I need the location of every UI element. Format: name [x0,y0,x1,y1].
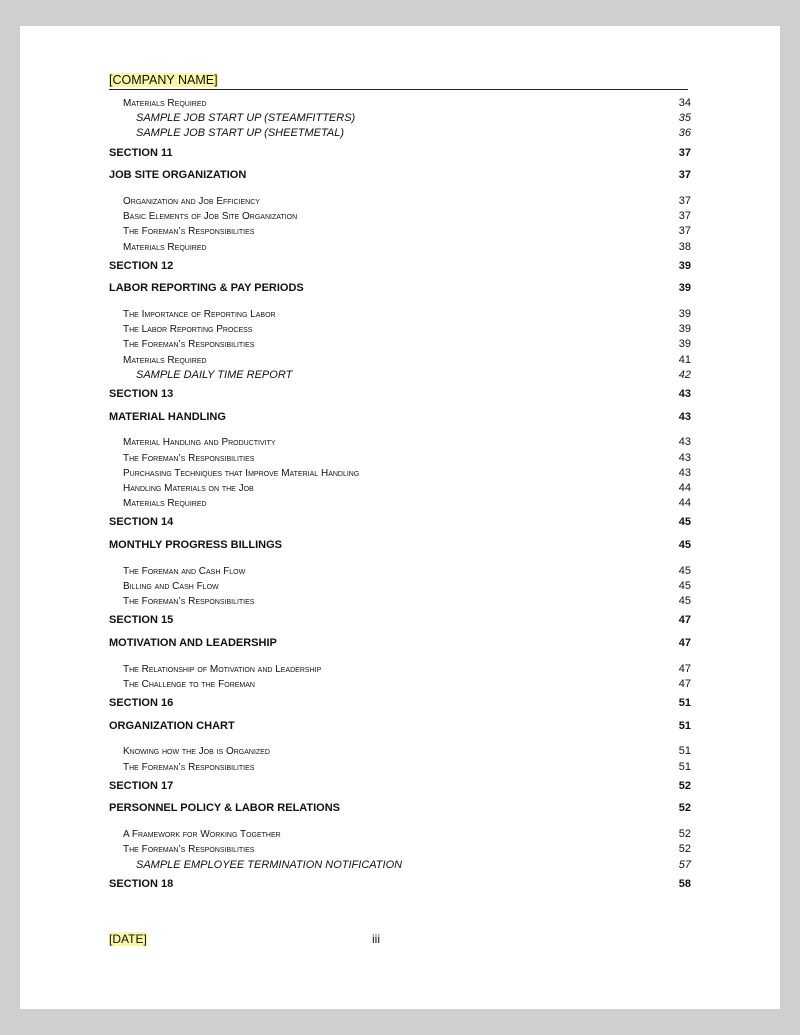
document-page [20,26,780,1009]
toc-entry[interactable] [109,96,691,111]
toc-entry[interactable] [109,594,691,609]
toc-entry[interactable] [109,744,691,759]
toc-entry-page: 43 [678,410,691,423]
toc-entry-page: 39 [678,323,691,336]
toc-entry-title: SAMPLE JOB START UP (SHEETMETAL) [136,127,345,140]
toc-entry-page: 38 [678,240,691,253]
toc-entry-page: 47 [678,662,691,675]
company-name: [COMPANY NAME] [109,73,218,87]
toc-entry-page: 45 [678,579,691,592]
toc-entry-title: Materials Required [123,241,207,253]
toc-entry-title: SAMPLE EMPLOYEE TERMINATION NOTIFICATION [136,858,403,871]
footer-date-text: [DATE] [109,932,147,946]
toc-entry-page: 43 [678,388,691,400]
toc-entry[interactable] [109,111,691,126]
toc-entry-page: 45 [678,516,691,529]
toc-entry-title: The Foreman’s Responsibilities [123,596,255,608]
toc-entry-page: 52 [678,779,691,792]
toc-entry[interactable] [109,858,691,873]
toc-entry-title: LABOR REPORTING & PAY PERIODS [109,282,304,295]
toc-entry-title: SECTION 17 [109,779,174,792]
toc-entry-title: The Foreman’s Responsibilities [123,452,255,464]
toc-entry-page: 44 [678,481,691,494]
toc-entry-page: 39 [678,308,691,321]
toc-entry[interactable] [109,240,691,255]
toc-entry-page: 52 [678,843,691,856]
toc-entry[interactable] [109,277,691,300]
toc-entry-title: Materials Required [123,354,207,366]
toc-entry-title: Materials Required [123,98,207,109]
toc-entry-title: The Relationship of Motivation and Leadership [123,663,322,675]
toc-entry-title: Materials Required [123,498,207,510]
toc-entry-page: 37 [678,210,691,223]
toc-entry-title: MOTIVATION AND LEADERSHIP [109,636,277,649]
toc-entry-title: SAMPLE JOB START UP (STEAMFITTERS) [136,112,356,125]
toc-entry-page: 45 [678,564,691,577]
toc-entry-title: SECTION 15 [109,614,174,627]
toc-entry[interactable] [109,496,691,511]
toc-entry[interactable] [109,677,691,692]
toc-entry-title: The Foreman and Cash Flow [123,565,246,577]
toc-entry[interactable] [109,368,691,383]
toc-entry-page: 43 [678,466,691,479]
toc-spacer [109,428,691,435]
toc-entry-title: The Foreman’s Responsibilities [123,761,255,773]
toc-spacer [109,655,691,662]
toc-entry[interactable] [109,775,691,798]
toc-entry-page: 47 [678,677,691,690]
toc-entry-page: 44 [678,497,691,510]
toc-entry-title: The Foreman’s Responsibilities [123,226,255,238]
toc-entry[interactable] [109,194,691,209]
toc-entry-title: MONTHLY PROGRESS BILLINGS [109,539,282,551]
footer-date [109,932,147,946]
toc-entry-title: Material Handling and Productivity [123,437,276,449]
toc-entry-page: 47 [678,614,691,627]
toc-entry[interactable] [109,632,691,655]
toc-entry[interactable] [109,466,691,481]
toc-entry[interactable] [109,353,691,368]
page-header [109,71,688,90]
toc-entry-title: SECTION 13 [109,388,174,400]
toc-entry-page: 57 [678,858,691,871]
toc-entry[interactable] [109,842,691,857]
toc-spacer [109,820,691,827]
toc-entry-page: 37 [678,225,691,238]
toc-entry[interactable] [109,662,691,677]
toc-entry[interactable] [109,511,691,534]
toc-entry-page: 51 [678,760,691,773]
toc-entry[interactable] [109,692,691,715]
toc-entry[interactable] [109,307,691,322]
toc-spacer [109,300,691,307]
toc-entry[interactable] [109,564,691,579]
toc-entry-title: The Foreman’s Responsibilities [123,844,255,856]
toc-entry-page: 37 [678,146,691,159]
footer-page-number: iii [372,932,380,946]
toc-entry-title: The Foreman’s Responsibilities [123,339,255,351]
toc-entry-title: PERSONNEL POLICY & LABOR RELATIONS [109,802,341,815]
toc-entry-title: MATERIAL HANDLING [109,410,226,423]
toc-entry[interactable] [109,797,691,820]
toc-entry[interactable] [109,383,691,406]
toc-entry-page: 42 [678,368,691,381]
toc-entry-title: A Framework for Working Together [123,829,281,841]
toc-entry-page: 34 [678,97,691,109]
toc-entry-title: SECTION 16 [109,697,174,709]
toc-entry-title: SECTION 14 [109,516,174,529]
toc-entry[interactable] [109,481,691,496]
toc-entry-page: 58 [678,877,691,890]
toc-entry[interactable] [109,534,691,557]
table-of-contents [109,96,691,895]
toc-entry-page: 39 [678,259,691,272]
toc-entry-page: 41 [678,353,691,366]
toc-entry-title: The Importance of Reporting Labor [123,309,276,321]
toc-entry[interactable] [109,209,691,224]
toc-entry-page: 36 [678,127,691,140]
toc-spacer [109,557,691,564]
toc-entry[interactable] [109,164,691,187]
toc-entry-title: ORGANIZATION CHART [109,719,235,732]
toc-entry[interactable] [109,126,691,141]
toc-entry-title: The Labor Reporting Process [123,324,253,336]
toc-entry[interactable] [109,715,691,738]
toc-entry[interactable] [109,142,691,165]
toc-entry[interactable] [109,337,691,352]
toc-entry-page: 37 [678,169,691,182]
toc-entry-title: Organization and Job Efficiency [123,195,260,207]
toc-entry-title: Basic Elements of Job Site Organization [123,211,298,223]
toc-entry-page: 37 [678,194,691,207]
toc-entry[interactable] [109,579,691,594]
toc-entry[interactable] [109,255,691,278]
toc-entry-title: Handling Materials on the Job [123,482,254,494]
toc-entry-page: 39 [678,338,691,351]
toc-spacer [109,737,691,744]
toc-spacer [109,187,691,194]
toc-entry-title: SECTION 18 [109,877,174,890]
toc-entry[interactable] [109,451,691,466]
toc-entry-page: 45 [678,595,691,608]
toc-entry-title: Knowing how the Job is Organized [123,746,270,758]
toc-entry-page: 47 [678,636,691,649]
toc-entry[interactable] [109,224,691,239]
toc-entry-title: SECTION 12 [109,259,174,272]
toc-entry-title: SECTION 11 [109,146,173,159]
toc-entry-page: 39 [678,282,691,295]
toc-entry-page: 51 [678,719,691,732]
toc-entry-page: 51 [678,697,691,709]
toc-entry-page: 51 [678,745,691,758]
toc-entry-page: 43 [678,436,691,449]
toc-entry-page: 45 [678,539,691,551]
toc-entry-page: 43 [678,451,691,464]
toc-entry-title: The Challenge to the Foreman [123,678,255,690]
toc-entry[interactable] [109,873,691,896]
toc-entry-title: Billing and Cash Flow [123,580,219,592]
toc-entry[interactable] [109,435,691,450]
toc-entry-page: 52 [678,802,691,815]
toc-entry-title: SAMPLE DAILY TIME REPORT [136,368,293,381]
toc-entry-title: JOB SITE ORGANIZATION [109,169,247,182]
toc-entry[interactable] [109,609,691,632]
toc-entry[interactable] [109,827,691,842]
toc-entry[interactable] [109,406,691,429]
toc-entry-page: 52 [678,828,691,841]
toc-entry[interactable] [109,760,691,775]
toc-entry-page: 35 [678,112,691,125]
toc-entry-title: Purchasing Techniques that Improve Material Handling [123,467,360,479]
toc-entry[interactable] [109,322,691,337]
